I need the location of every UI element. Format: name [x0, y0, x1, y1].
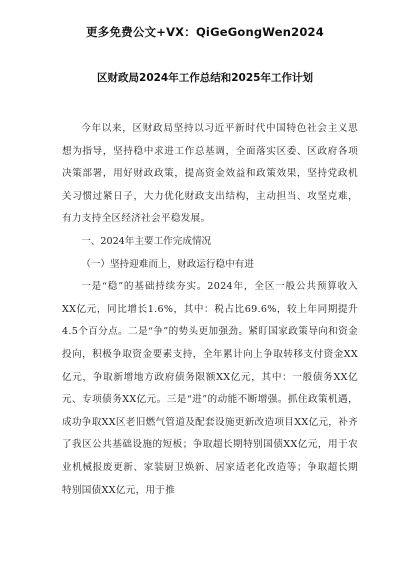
intro-paragraph: 今年以来，区财政局坚持以习近平新时代中国特色社会主义思想为指导，坚持稳中求进工作总基调，全面落实区委、区政府各项决策部署，用好财政政策，提高资金效益和政策效果，坚持党政机关习惯过紧日子，大力优化财政支出结构，主动担当、攻坚克难，有力支持全区经济社会平稳发展。 [62, 123, 358, 225]
promo-banner: 更多免费公文+VX：QiGeGongWen2024 [86, 25, 324, 39]
subsection-heading: （一）坚持迎难而上，财政运行稳中有进 [81, 258, 254, 270]
document-body [62, 118, 358, 502]
section-heading: 一、2024年主要工作完成情况 [81, 235, 212, 247]
document-title: 区财政局2024年工作总结和2025年工作计划 [97, 72, 313, 84]
subsection-paragraph: 一是“稳”的基础持续夯实。2024年，全区一般公共预算收入XX亿元，同比增长1.6%，其中：税占比69.6%，较上年同期提升4.5个百分点。二是“争”的势头更加强劲。紧盯国家政策导向和资金投向，积极争取资金要素支持，全年累计向上争取转移支付资金XX亿元，争取新增地方政府债务限额XX亿元，其中：一般债务XX亿元、专项债务XX亿元。三是“进”的动能不断增强。抓住政策机遇，成功争取XX区老旧燃气管道及配套设施更新改造项目XX亿元，补齐了我区公共基础设施的短板；争取超长期特别国债XX亿元，用于农业机械报废更新、家装厨卫焕新、居家适老化改造等；争取超长期特别国债XX亿元，用于推 [62, 281, 358, 496]
